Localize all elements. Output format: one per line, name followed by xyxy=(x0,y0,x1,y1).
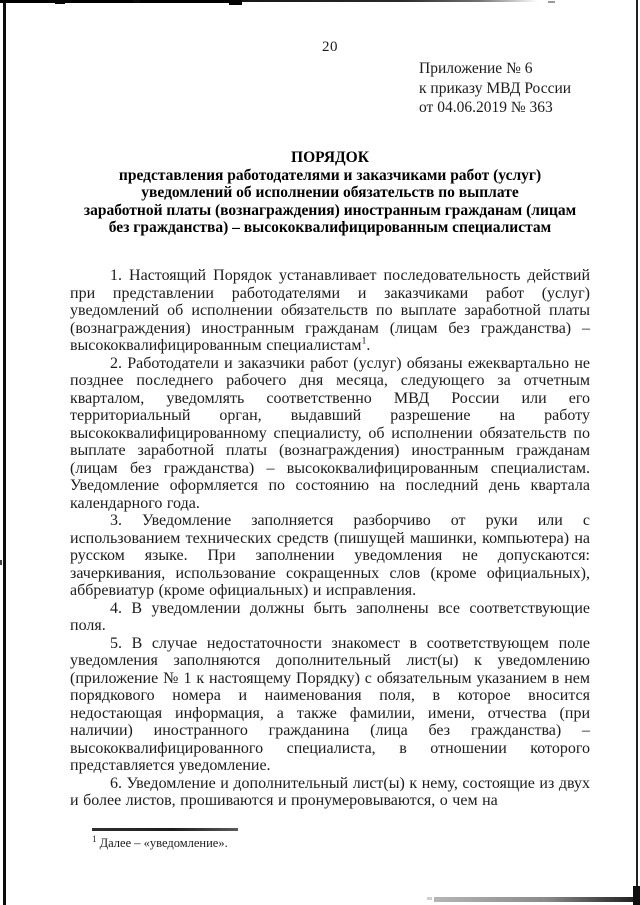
title-line: заработной платы (вознаграждения) иностранным гражданам (лицам xyxy=(83,201,577,219)
body-paragraph xyxy=(70,600,590,635)
body-paragraph xyxy=(70,775,590,810)
scan-speck xyxy=(427,897,432,900)
appendix-line: Приложение № 6 xyxy=(419,60,533,77)
title-line: уведомлений об исполнении обязательств по выплате xyxy=(141,184,519,201)
paragraph-text: 4. В уведомлении должны быть заполнены все соответствующие поля. xyxy=(70,599,590,634)
footnote-reference: 1 xyxy=(361,335,367,347)
body-paragraph xyxy=(70,512,590,600)
title-line: представления работодателями и заказчиками работ (услуг) xyxy=(118,166,542,184)
footnote xyxy=(92,833,512,851)
page-number: 20 xyxy=(322,39,338,55)
paragraph-text: 5. В случае недостаточности знакомест в соответствующем поле уведомления заполняются дополнительный лист(ы) к уведомлению (приложение № 1 к настоящему Порядку) с обязательным указанием в нем порядкового номера и наименования поля, в которое вносится недостающая информация, а также фамилии, имени, отчества (при наличии) иностранного гражданина (лица без гражданства) – высококвалифицированного специалиста, в отношении которого представляется уведомление. xyxy=(70,634,590,774)
title-line: без гражданства) – высококвалифицированным специалистам xyxy=(108,219,552,236)
document-body xyxy=(70,267,590,810)
title-line: ПОРЯДОК xyxy=(291,149,369,166)
paragraph-text: 1. Настоящий Порядок устанавливает последовательность действий при представлении работодателями и заказчиками работ (услуг) уведомлений об исполнении обязательств по выплате заработной платы (вознаграждения) иностранным гражданам (лицам без гражданства) – высококвалифицированным специалистам xyxy=(70,267,590,354)
scan-speck xyxy=(229,0,242,5)
footnote-marker: 1 xyxy=(92,833,97,844)
scan-edge-top-fade xyxy=(238,0,538,2)
scan-edge-right xyxy=(636,0,638,905)
footnote-text: Далее – «уведомление». xyxy=(99,836,228,850)
scan-speck xyxy=(548,1,555,3)
appendix-line: к приказу МВД России xyxy=(419,79,572,97)
scan-corner-bottom-right xyxy=(633,886,640,905)
document-title xyxy=(58,149,602,237)
appendix-block xyxy=(419,59,571,118)
scan-edge-bottom xyxy=(434,897,640,902)
paragraph-text: 6. Уведомление и дополнительный лист(ы) к нему, состоящие из двух и более листов, прошиваются и пронумеровываются, о чем на xyxy=(70,774,590,809)
body-paragraph xyxy=(70,267,590,355)
footnote-separator xyxy=(92,828,238,831)
paragraph-text: 3. Уведомление заполняется разборчиво от руки или с использованием технических средств (пишущей машинки, компьютера) на русском языке. При заполнении уведомления не допускаются: зачеркивания, использование сокращенных слов (кроме официальных), аббревиатур (кроме официальных) и исправления. xyxy=(70,512,590,599)
scan-speck xyxy=(133,0,140,3)
appendix-line: от 04.06.2019 № 363 xyxy=(419,99,553,116)
scan-speck xyxy=(55,0,65,4)
paragraph-text: . xyxy=(366,337,371,354)
scan-speck xyxy=(0,560,2,565)
scan-edge-left xyxy=(3,0,6,905)
body-paragraph xyxy=(70,355,590,513)
scan-edge-top xyxy=(0,0,238,3)
paragraph-text: 2. Работодатели и заказчики работ (услуг) обязаны ежеквартально не позднее последнего рабочего дня месяца, следующего за отчетным кварталом, уведомлять соответственно МВД России или его территориальный орган, выдавший разрешение на работу высококвалифицированному специалисту, об исполнении обязательств по выплате заработной платы (вознаграждения) иностранным гражданам (лицам без гражданства) – высококвалифицированным специалистам. Уведомление оформляется по состоянию на последний день квартала календарного года. xyxy=(70,354,590,512)
body-paragraph xyxy=(70,635,590,775)
